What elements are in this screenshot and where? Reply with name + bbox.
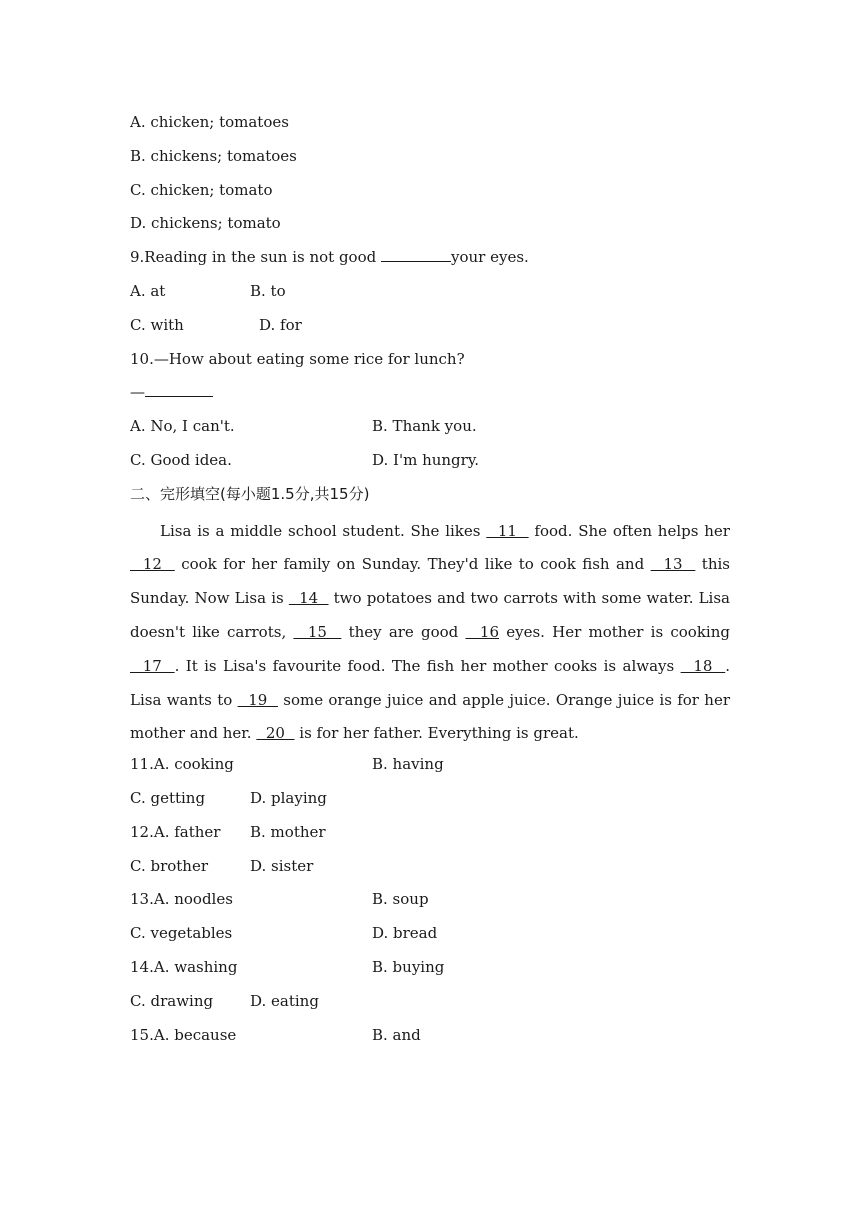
q13-option-d: D. bread (372, 924, 438, 943)
blank-19: 19 (237, 690, 278, 709)
q8-option-c: C. chicken; tomato (130, 180, 273, 199)
q11-option-c: C. getting (130, 788, 206, 807)
passage-text: cook for her family on Sunday. They'd like to cook fish and (174, 555, 651, 574)
q9-option-d: D. for (259, 315, 302, 334)
blank-17: 17 (130, 656, 175, 675)
q10-option-b: B. Thank you. (372, 417, 477, 436)
q11-option-b: B. having (372, 755, 444, 774)
q12-option-d: D. sister (250, 856, 314, 875)
blank-20: 20 (256, 724, 295, 743)
q10-response (130, 379, 730, 413)
q14-option-d: D. eating (250, 991, 319, 1010)
q10-answer-blank (145, 379, 213, 397)
q10-dash: — (130, 383, 145, 402)
document-page (130, 109, 730, 1055)
passage-text: Lisa is a middle school student. She likes (160, 521, 487, 540)
q10-option-a: A. No, I can't. (130, 417, 235, 436)
q13-option-b: B. soup (372, 890, 429, 909)
q13-options-cd (130, 920, 730, 954)
q12-options-ab (130, 819, 730, 853)
q12-option-c: C. brother (130, 856, 209, 875)
q8-option-d: D. chickens; tomato (130, 214, 281, 233)
q9-stem-before: 9.Reading in the sun is not good (130, 248, 381, 267)
blank-18: 18 (680, 656, 726, 675)
q12-option-b: B. mother (250, 822, 326, 841)
q14-options-cd (130, 988, 730, 1022)
q10-option-c: C. Good idea. (130, 450, 232, 469)
passage-text: some orange juice and apple juice. Orange juice is for her mother and her. (130, 690, 730, 743)
q15-options-ab (130, 1022, 730, 1056)
q13-option-c: C. vegetables (130, 924, 233, 943)
q9-option-c: C. with (130, 315, 184, 334)
q9-option-a: A. at (130, 281, 166, 300)
q9-option-b: B. to (250, 281, 286, 300)
blank-12: 12 (130, 555, 175, 574)
q10-stem: 10.—How about eating some rice for lunch? (130, 349, 465, 368)
section-2-title: 二、完形填空(每小题1.5分,共15分) (130, 484, 370, 503)
q9-answer-blank (381, 244, 451, 262)
blank-16: 16 (465, 622, 500, 641)
q10-options-cd (130, 447, 730, 481)
q8-option-b: B. chickens; tomatoes (130, 146, 297, 165)
passage-text: . Lisa wants to (130, 656, 730, 709)
q13-option-a: 13.A. noodles (130, 890, 233, 909)
q11-option-a: 11.A. cooking (130, 755, 234, 774)
passage-text: is for her father. Everything is great. (294, 724, 579, 743)
q8-option-a: A. chicken; tomatoes (130, 113, 289, 131)
blank-11: 11 (486, 521, 529, 540)
q9-options-cd (130, 312, 730, 346)
q15-option-b: B. and (372, 1025, 421, 1044)
passage-text: two potatoes and two carrots with some water. Lisa doesn't like carrots, (130, 589, 730, 641)
q12-options-cd (130, 853, 730, 887)
blank-15: 15 (293, 622, 342, 641)
passage-text: food. She often helps her (528, 521, 730, 540)
q13-options-ab (130, 886, 730, 920)
passage-text: . It is Lisa's favourite food. The fish her mother cooks is always (174, 656, 681, 675)
q14-option-a: 14.A. washing (130, 957, 238, 976)
blank-14: 14 (288, 589, 329, 608)
q15-option-a: 15.A. because (130, 1025, 237, 1044)
q14-options-ab (130, 954, 730, 988)
passage-text: they are good (341, 622, 466, 641)
q10-options-ab (130, 413, 730, 447)
cloze-passage (130, 515, 730, 752)
q9-stem-after: your eyes. (451, 248, 529, 267)
q9-options-ab (130, 278, 730, 312)
q12-option-a: 12.A. father (130, 822, 221, 841)
q11-options-ab (130, 751, 730, 785)
q11-options-cd (130, 785, 730, 819)
q14-option-c: C. drawing (130, 991, 214, 1010)
q11-option-d: D. playing (250, 788, 327, 807)
q14-option-b: B. buying (372, 957, 445, 976)
passage-text: this Sunday. Now Lisa is (130, 555, 730, 608)
q10-option-d: D. I'm hungry. (372, 450, 480, 469)
passage-text: eyes. Her mother is cooking (499, 622, 730, 641)
q9-stem (130, 244, 730, 278)
blank-13: 13 (650, 555, 696, 574)
